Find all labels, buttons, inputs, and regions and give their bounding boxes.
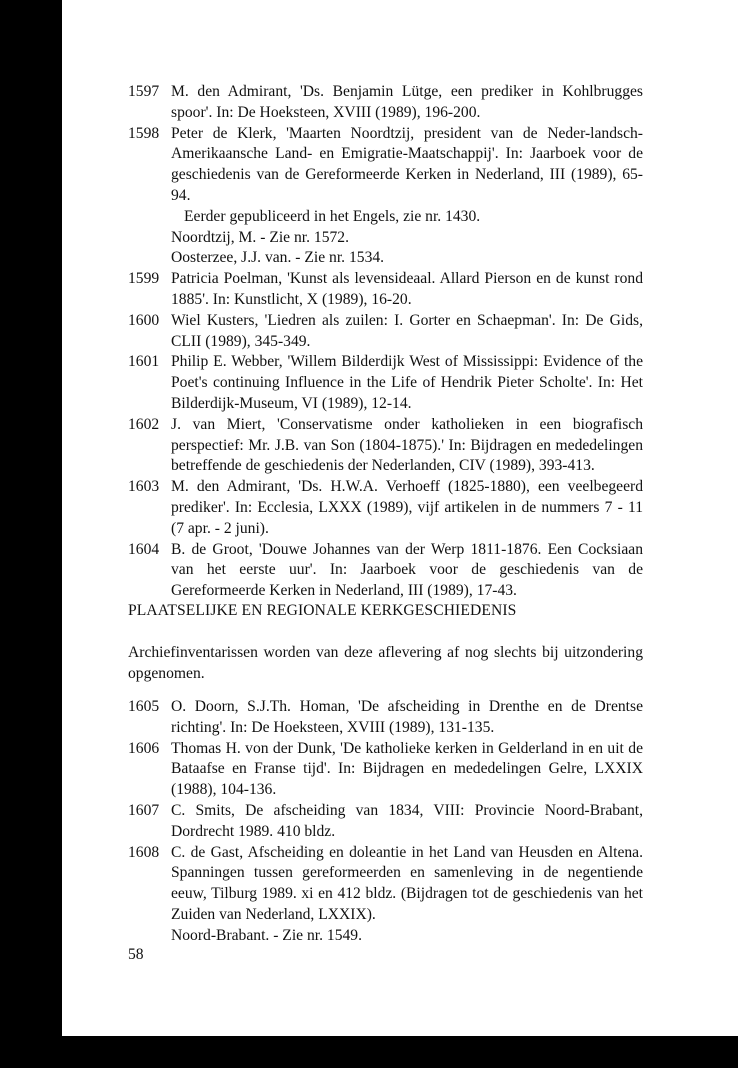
- entry-text: B. de Groot, 'Douwe Johannes van der Werp 1811-1876. Een Cocksiaan van het eerste uur'. In: Jaarboek voor de geschiedenis van de Gereformeerde Kerken in Nederland, III (1989), 17-43.: [171, 540, 643, 600]
- entry-1599: [128, 269, 643, 311]
- page-number: 58: [128, 946, 144, 963]
- entry-number: 1602: [128, 415, 160, 433]
- scan-bottom-edge: [62, 1036, 738, 1068]
- entry-number: 1604: [128, 540, 160, 558]
- bibliography-list-regional: [128, 697, 643, 947]
- bibliography-list-personal: [128, 82, 643, 602]
- entry-number: 1603: [128, 478, 160, 496]
- entry-text: Thomas H. von der Dunk, 'De katholieke kerken in Gelderland in en uit de Bataafse en Franse tijd'. In: Bijdragen en mededelingen Gelre, LXXIX (1988), 104-136.: [171, 739, 643, 799]
- entry-number: 1606: [128, 739, 160, 757]
- section-heading: PLAATSELIJKE EN REGIONALE KERKGESCHIEDENIS: [128, 602, 517, 619]
- cross-reference: Noordtzij, M. - Zie nr. 1572.: [171, 228, 350, 246]
- entry-text: Patricia Poelman, 'Kunst als levensideaal. Allard Pierson en de kunst rond 1885'. In: Kunstlicht, X (1989), 16-20.: [171, 270, 643, 308]
- entry-number: 1607: [128, 801, 160, 819]
- entry-1607: [128, 801, 643, 843]
- entry-1606: [128, 739, 643, 801]
- entry-number: 1600: [128, 311, 160, 329]
- entry-number: 1599: [128, 270, 160, 288]
- entry-1602: [128, 415, 643, 477]
- entry-text: C. de Gast, Afscheiding en doleantie in het Land van Heusden en Altena. Spanningen tussen gereformeerden en samenleving in de negentiende eeuw, Tilburg 1989. xi en 412 bldz. (Bijdragen tot de geschiedenis van het Zuiden van Nederland, LXXIX).: [171, 843, 643, 923]
- entry-text: M. den Admirant, 'Ds. Benjamin Lütge, een prediker in Kohlbrugges spoor'. In: De Hoeksteen, XVIII (1989), 196-200.: [171, 83, 643, 121]
- entry-number: 1601: [128, 353, 160, 371]
- entry-1608: [128, 843, 643, 926]
- entry-text: O. Doorn, S.J.Th. Homan, 'De afscheiding in Drenthe en de Drentse richting'. In: De Hoeksteen, XVIII (1989), 131-135.: [171, 698, 643, 736]
- scan-left-edge: [0, 0, 62, 1068]
- entry-text: C. Smits, De afscheiding van 1834, VIII: Provincie Noord-Brabant, Dordrecht 1989. 410 bldz.: [171, 801, 643, 840]
- entry-number: 1608: [128, 843, 160, 861]
- earlier-publication-note: Eerder gepubliceerd in het Engels, zie nr. 1430.: [184, 207, 481, 225]
- entry-1605: [128, 697, 643, 739]
- section-intro: Archiefinventarissen worden van deze aflevering af nog slechts bij uitzondering opgenomen.: [128, 644, 643, 682]
- entry-text: Wiel Kusters, 'Liedren als zuilen: I. Gorter en Schaepman'. In: De Gids, CLII (1989), 345-349.: [171, 311, 643, 350]
- entry-1604: [128, 540, 643, 602]
- entry-number: 1605: [128, 698, 160, 715]
- entry-text: J. van Miert, 'Conservatisme onder katholieken in een biografisch perspectief: Mr. J.B. van Son (1804-1875).' In: Bijdragen en mededelingen betreffende de geschiedenis der Nederlanden, CIV (1989), 393-413.: [171, 415, 643, 475]
- entry-1597: [128, 82, 643, 124]
- entry-number: 1597: [128, 83, 160, 100]
- entry-text: Peter de Klerk, 'Maarten Noordtzij, president van de Neder-landsch-Amerikaansche Land- en Emigratie-Maatschappij'. In: Jaarboek voor de geschiedenis van de Gereformeerde Kerken in Nederland, III (1989), 65-94.: [171, 124, 643, 204]
- entry-text: Philip E. Webber, 'Willem Bilderdijk West of Mississippi: Evidence of the Poet's continuing Influence in the Life of Hendrik Pieter Scholte'. In: Het Bilderdijk-Museum, VI (1989), 12-14.: [171, 353, 643, 412]
- entry-1600: [128, 311, 643, 353]
- cross-reference: Noord-Brabant. - Zie nr. 1549.: [171, 926, 362, 944]
- entry-number: 1598: [128, 124, 160, 142]
- entry-1601: [128, 352, 643, 414]
- entry-text: M. den Admirant, 'Ds. H.W.A. Verhoeff (1825-1880), een veelbegeerd prediker'. In: Ecclesia, LXXX (1989), vijf artikelen in de nummers 7 - 11 (7 apr. - 2 juni).: [171, 478, 643, 537]
- entry-1603: [128, 477, 643, 539]
- entry-1598: [128, 124, 643, 207]
- cross-reference: Oosterzee, J.J. van. - Zie nr. 1534.: [171, 249, 385, 267]
